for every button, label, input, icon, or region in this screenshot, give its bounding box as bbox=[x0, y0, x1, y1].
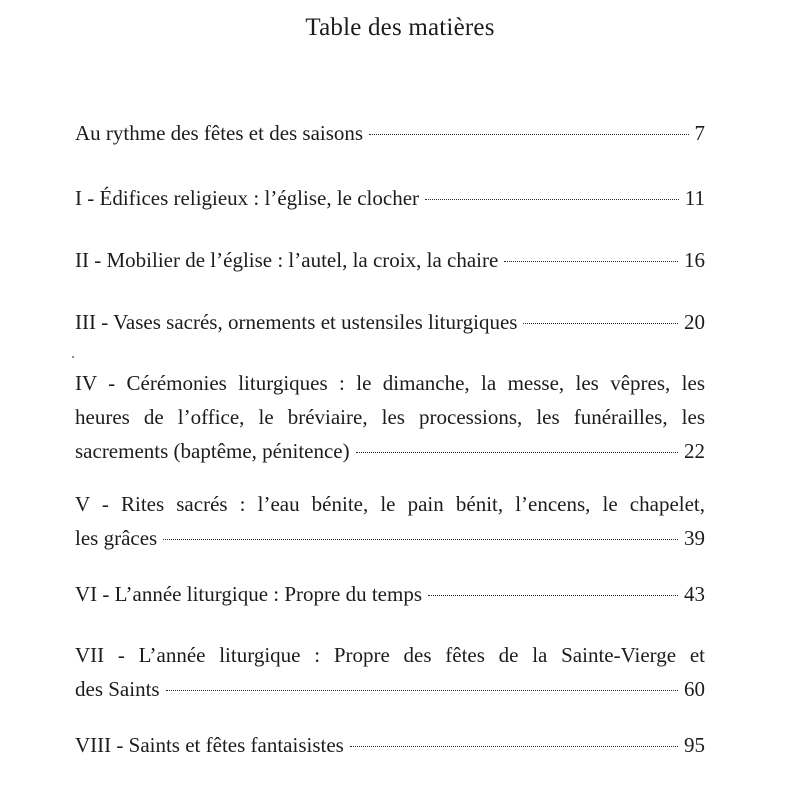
toc-entry bbox=[75, 487, 705, 555]
toc-entry bbox=[75, 243, 705, 277]
toc-entry-line bbox=[75, 672, 705, 706]
toc-entry bbox=[75, 638, 705, 706]
toc-entry-line bbox=[75, 243, 705, 277]
toc-page-number: 20 bbox=[684, 310, 705, 334]
toc-entry-line bbox=[75, 521, 705, 555]
dot-leader bbox=[166, 690, 678, 691]
toc-entry-line bbox=[75, 116, 705, 150]
toc-page-number: 39 bbox=[684, 526, 705, 550]
toc-entry-line bbox=[75, 728, 705, 762]
toc-entry-title: Au rythme des fêtes et des saisons bbox=[75, 121, 364, 145]
toc-page-number: 16 bbox=[684, 248, 705, 272]
toc-entry-title: des Saints bbox=[75, 677, 160, 701]
dot-leader bbox=[504, 261, 678, 262]
toc-entry bbox=[75, 577, 705, 611]
dot-leader bbox=[425, 199, 679, 200]
toc-entry-line bbox=[75, 181, 705, 215]
toc-entry-title: I - Édifices religieux : l’église, le clocher bbox=[75, 186, 420, 210]
toc-page-number: 60 bbox=[684, 677, 705, 701]
page-title: Table des matières bbox=[305, 14, 495, 41]
dot-leader bbox=[369, 134, 688, 135]
toc-page-number: 11 bbox=[684, 186, 705, 210]
toc-entry-line bbox=[75, 577, 705, 611]
toc-entry-title: les grâces bbox=[75, 526, 158, 550]
toc-entry-wrapped-line: heures de l’office, le bréviaire, les processions, les funérailles, les bbox=[75, 405, 705, 429]
toc-entry bbox=[75, 728, 705, 762]
toc-entry-line bbox=[75, 434, 705, 468]
toc-page-number: 7 bbox=[694, 121, 705, 145]
toc-entry bbox=[75, 116, 705, 150]
dot-leader bbox=[428, 595, 678, 596]
toc-entry-title: VI - L’année liturgique : Propre du temps bbox=[75, 582, 423, 606]
dot-leader bbox=[523, 323, 678, 324]
toc-entry bbox=[75, 305, 705, 339]
toc-entry bbox=[75, 366, 705, 468]
toc-page-number: 22 bbox=[684, 439, 705, 463]
toc-entry bbox=[75, 181, 705, 215]
toc-entry-title: sacrements (baptême, pénitence) bbox=[75, 439, 350, 463]
toc-entry-title: III - Vases sacrés, ornements et ustensiles liturgiques bbox=[75, 310, 518, 334]
toc-entry-line bbox=[75, 305, 705, 339]
toc-entry-wrapped-line: V - Rites sacrés : l’eau bénite, le pain bénit, l’encens, le chapelet, bbox=[75, 492, 705, 516]
toc-entry-wrapped-line: IV - Cérémonies liturgiques : le dimanche, la messe, les vêpres, les bbox=[75, 371, 705, 395]
dot-leader bbox=[356, 452, 678, 453]
dot-leader bbox=[350, 746, 678, 747]
scan-speck bbox=[72, 356, 74, 358]
toc-entry-title: VIII - Saints et fêtes fantaisistes bbox=[75, 733, 344, 757]
toc-page-number: 95 bbox=[684, 733, 705, 757]
toc-entry-title: II - Mobilier de l’église : l’autel, la croix, la chaire bbox=[75, 248, 499, 272]
dot-leader bbox=[163, 539, 678, 540]
toc-entry-wrapped-line: VII - L’année liturgique : Propre des fêtes de la Sainte-Vierge et bbox=[75, 643, 705, 667]
toc-page-number: 43 bbox=[684, 582, 705, 606]
